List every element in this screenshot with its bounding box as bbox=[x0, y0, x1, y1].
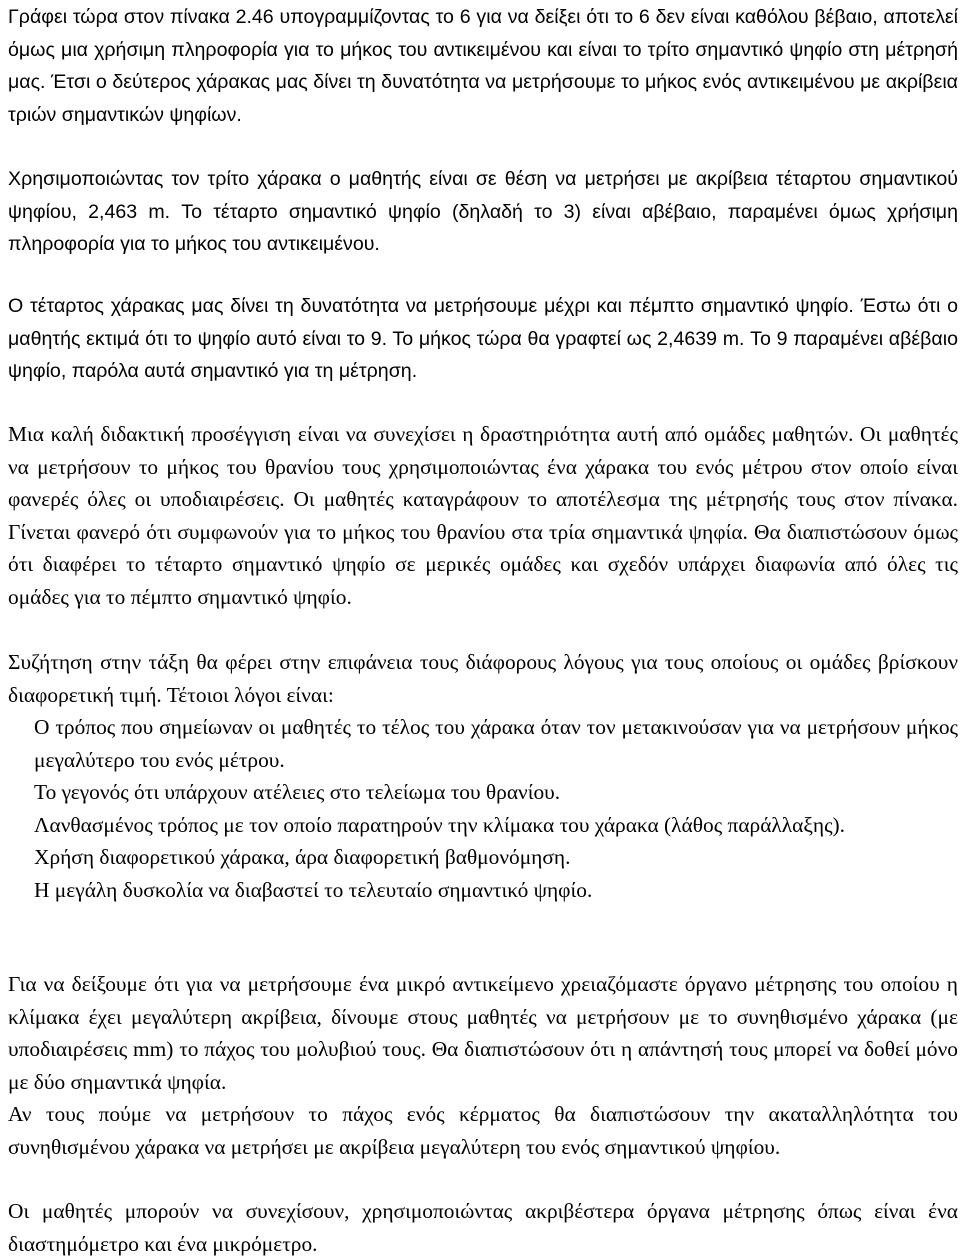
reason-item-parallax: Λανθασμένος τρόπος με τον οποίο παρατηρούν την κλίμακα του χάρακα (λάθος παράλλαξης). bbox=[34, 812, 846, 837]
paragraph-precise-instruments: Οι μαθητές μπορούν να συνεχίσουν, χρησιμοποιώντας ακριβέστερα όργανα μέτρησης όπως είναι ένα διαστημόμετρο και ένα μικρόμετρο. bbox=[8, 1199, 958, 1256]
reason-item-calibration: Χρήση διαφορετικού χάρακα, άρα διαφορετική βαθμονόμηση. bbox=[34, 845, 571, 869]
paragraph-intro-measurement: Γράφει τώρα στον πίνακα 2.46 υπογραμμίζοντας το 6 για να δείξει ότι το 6 δεν είναι καθόλου βέβαιο, αποτελεί όμως μια χρήσιμη πληροφορία για το μήκος του αντικειμένου και είναι το τρίτο σημαντικό ψηφίο στη μέτρησή μας. Έτσι ο δεύτερος χάρακας μας δίνει τη δυνατότητα να μετρήσουμε το μήκος ενός αντικειμένου με ακρίβεια τριών σημαντικών ψηφίων. bbox=[8, 6, 958, 126]
paragraph-fourth-ruler: Ο τέταρτος χάρακας μας δίνει τη δυνατότητα να μετρήσουμε μέχρι και πέμπτο σημαντικό ψηφίο. Έστω ότι ο μαθητής εκτιμά ότι το ψηφίο αυτό είναι το 9. Το μήκος τώρα θα γραφτεί ως 2,4639 m. Το 9 παραμένει αβέβαιο ψηφίο, παρόλα αυτά σημαντικό για τη μέτρηση. bbox=[8, 295, 958, 383]
paragraph-third-ruler: Χρησιμοποιώντας τον τρίτο χάρακα ο μαθητής είναι σε θέση να μετρήσει με ακρίβεια τέταρτου σημαντικού ψηφίου, 2,463 m. Το τέταρτο σημαντικό ψηφίο (δηλαδή το 3) είναι αβέβαιο, παραμένει όμως χρήσιμη πληροφορία για το μήκος του αντικειμένου. bbox=[8, 168, 958, 256]
paragraph-pencil-thickness: Για να δείξουμε ότι για να μετρήσουμε ένα μικρό αντικείμενο χρειαζόμαστε όργανο μέτρησης του οποίου η κλίμακα έχει μεγαλύτερη ακρίβεια, δίνουμε στους μαθητές να μετρήσουν με το συνηθισμένο χάρακα (με υποδιαιρέσεις mm) το πάχος του μολυβιού τους. Θα διαπιστώσουν ότι η απάντησή τους μπορεί να δοθεί μόνο με δύο σημαντικά ψηφία. bbox=[8, 972, 958, 1094]
paragraph-coin-thickness: Αν τους πούμε να μετρήσουν το πάχος ενός κέρματος θα διαπιστώσουν την ακαταλληλότητα του συνηθισμένου χάρακα να μετρήσει με ακρίβεια μεγαλύτερη του ενός σημαντικού ψηφίου. bbox=[8, 1102, 958, 1159]
paragraph-class-discussion: Συζήτηση στην τάξη θα φέρει στην επιφάνεια τους διάφορους λόγους για τους οποίους οι ομάδες βρίσκουν διαφορετική τιμή. Τέτοιοι λόγοι είναι: bbox=[8, 650, 958, 707]
reason-item-ruler-end: Ο τρόπος που σημείωναν οι μαθητές το τέλος του χάρακα όταν τον μετακινούσαν για να μετρήσουν μήκος μεγαλύτερο του ενός μέτρου. bbox=[34, 715, 958, 772]
paragraph-group-activity: Μια καλή διδακτική προσέγγιση είναι να συνεχίσει η δραστηριότητα αυτή από ομάδες μαθητών. Οι μαθητές να μετρήσουν το μήκος του θρανίου τους χρησιμοποιώντας ένα χάρακα του ενός μέτρου στον οποίο είναι φανερές όλες οι υποδιαιρέσεις. Οι μαθητές καταγράφουν το αποτέλεσμα της μέτρησής τους στον πίνακα. Γίνεται φανερό ότι συμφωνούν για το μήκος του θρανίου στα τρία σημαντικά ψηφία. Θα διαπιστώσουν όμως ότι διαφέρει το τέταρτο σημαντικό ψηφίο σε μερικές ομάδες και σχεδόν υπάρχει διαφωνία από όλες τις ομάδες για το πέμπτο σημαντικό ψηφίο. bbox=[8, 422, 958, 609]
reason-item-desk-imperfections: Το γεγονός ότι υπάρχουν ατέλειες στο τελείωμα του θρανίου. bbox=[34, 780, 561, 804]
reason-item-last-digit: Η μεγάλη δυσκολία να διαβαστεί το τελευταίο σημαντικό ψηφίο. bbox=[34, 877, 593, 902]
reasons-list bbox=[34, 711, 958, 906]
